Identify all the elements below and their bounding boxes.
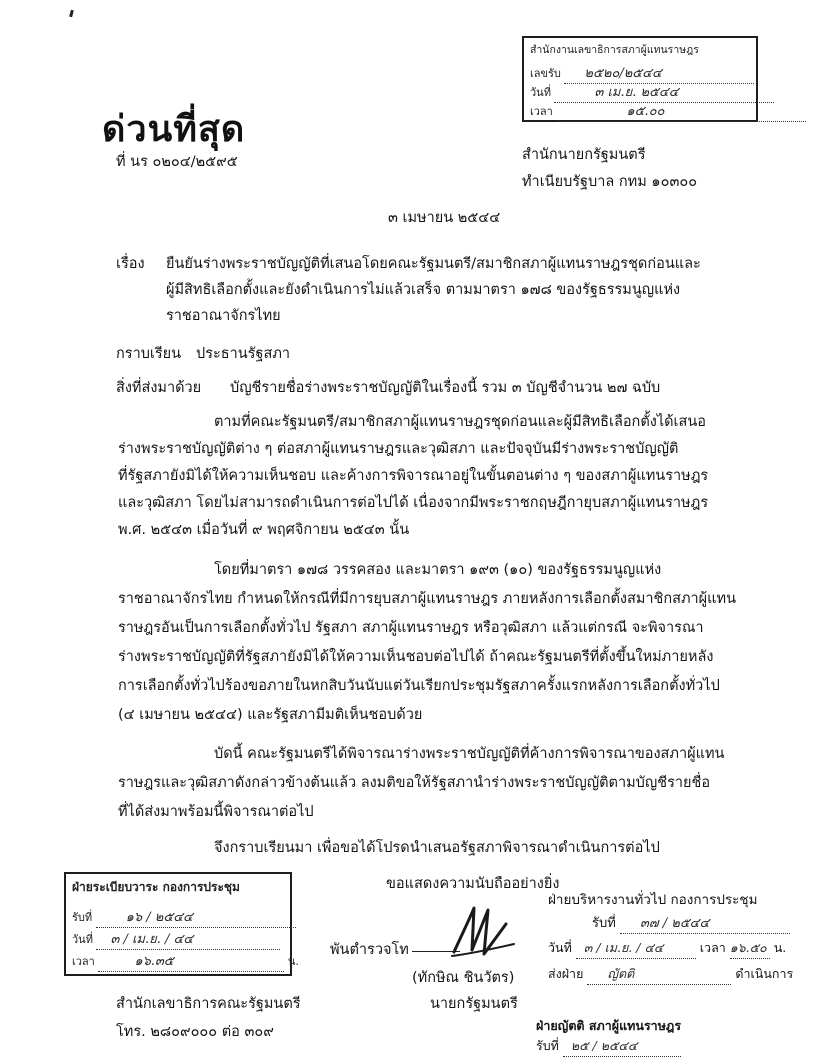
admin-date-value: ๓ / เม.ย. / ๔๔ (576, 938, 696, 959)
body-p2-line-1: โดยที่มาตรา ๑๗๘ วรรคสอง และมาตรา ๑๙๓ (๑๐) ของรัฐธรรมนูญแห่ง (214, 562, 662, 578)
body-p2-line-3: ราษฎรอันเป็นการเลือกตั้งทั่วไป รัฐสภา สภาผู้แทนราษฎร หรือวุฒิสภา แล้วแต่กรณี จะพิจารณา (118, 620, 704, 636)
sender-office: สำนักนายกรัฐมนตรี (522, 147, 646, 163)
admin-date-row (548, 938, 786, 959)
agenda-time-label: เวลา (72, 955, 95, 968)
body-p3-line-3: ที่ได้ส่งมาพร้อมนี้พิจารณาต่อไป (118, 804, 314, 820)
sender-address: ทำเนียบรัฐบาล กทม ๑๐๓๐๐ (522, 174, 698, 190)
body-p2-line-4: ร่างพระราชบัญญัติที่รัฐสภายังมิได้ให้ความเห็นชอบต่อไปได้ ถ้าคณะรัฐมนตรีที่ตั้งขึ้นใหม่ภายหลัง (118, 649, 714, 665)
agenda-time-suffix: น. (287, 955, 299, 968)
receipt-stamp-header: สำนักงานเลขาธิการสภาผู้แทนราษฎร (530, 44, 699, 56)
agenda-recv-value: ๑๖ / ๒๕๔๔ (96, 906, 296, 928)
receipt-number-label: เลขรับ (530, 67, 561, 80)
admin-stamp (548, 888, 810, 988)
agenda-recv-label: รับที่ (72, 911, 93, 924)
admin-assign-row (548, 964, 793, 985)
urgency-heading: ด่วนที่สุด (102, 108, 246, 150)
agenda-date-label: วันที่ (72, 933, 93, 946)
admin-assign-suffix: ดำเนินการ (735, 966, 794, 981)
reference-number: ที่ นร ๐๒๐๔/๒๕๙๕ (116, 154, 238, 170)
admin-assign-label: ส่งฝ่าย (548, 966, 584, 981)
closing-text: ขอแสดงความนับถืออย่างยิ่ง (386, 876, 560, 892)
signatory-position: นายกรัฐมนตรี (430, 996, 518, 1012)
receipt-number-value: ๒๕๒๐/๒๕๔๔ (564, 62, 754, 84)
footer-phone: โทร. ๒๘๐๙๐๐๐ ต่อ ๓๐๙ (116, 1024, 274, 1040)
agenda-stamp-title: ฝ่ายระเบียบวาระ กองการประชุม (72, 880, 240, 894)
scan-speck (69, 10, 74, 18)
signatory-name: (ทักษิณ ชินวัตร) (412, 970, 515, 986)
body-p2-line-6: (๔ เมษายน ๒๕๔๔) และรัฐสภามีมติเห็นชอบด้วย (118, 707, 423, 723)
admin-recv-label: รับที่ (592, 916, 616, 931)
motion-recv-value: ๒๕ / ๒๕๔๔ (563, 1036, 681, 1057)
receipt-time-row (530, 100, 806, 122)
subject-line-3: ราชอาณาจักรไทย (166, 308, 281, 324)
receipt-time-label: เวลา (530, 105, 553, 118)
admin-date-label: วันที่ (548, 940, 572, 955)
body-p3-line-2: ราษฎรและวุฒิสภาดังกล่าวข้างต้นแล้ว ลงมติขอให้รัฐสภานำร่างพระราชบัญญัติตามบัญชีรายชื่อ (118, 775, 711, 791)
body-p2-line-2: ราชอาณาจักรไทย กำหนดให้กรณีที่มีการยุบสภาผู้แทนราษฎร ภายหลังการเลือกตั้งสมาชิกสภาผู้แทน (118, 591, 736, 607)
signatory-rank: พันตำรวจโท (330, 942, 409, 958)
body-p1-line-3: ที่รัฐสภายังมิได้ให้ความเห็นชอบ และค้างการพิจารณาอยู่ในขั้นตอนต่าง ๆ ของสภาผู้แทนราษฎร (118, 468, 709, 484)
body-p3-line-1: บัดนี้ คณะรัฐมนตรีได้พิจารณาร่างพระราชบัญญัติที่ค้างการพิจารณาของสภาผู้แทน (214, 746, 725, 762)
subject-line-1: ยืนยันร่างพระราชบัญญัติที่เสนอโดยคณะรัฐมนตรี/สมาชิกสภาผู้แทนราษฎรชุดก่อนและ (166, 256, 701, 272)
enclosure-label: สิ่งที่ส่งมาด้วย (116, 380, 202, 396)
salutation-value: ประธานรัฐสภา (196, 346, 291, 362)
receipt-stamp (522, 36, 758, 122)
body-p1-line-5: พ.ศ. ๒๕๔๓ เมื่อวันที่ ๙ พฤศจิกายน ๒๕๔๓ นั้น (118, 522, 410, 538)
admin-time-suffix: น. (773, 940, 787, 955)
agenda-date-value: ๓ / เม.ย. / ๔๔ (96, 928, 280, 950)
motion-stamp (536, 1016, 806, 1056)
footer-office: สำนักเลขาธิการคณะรัฐมนตรี (116, 996, 301, 1012)
admin-time-value: ๑๖.๕๐ (730, 938, 770, 959)
subject-label: เรื่อง (116, 256, 145, 272)
admin-recv-value: ๓๗ / ๒๕๔๔ (620, 912, 790, 934)
body-p1-line-2: ร่างพระราชบัญญัติต่าง ๆ ต่อสภาผู้แทนราษฎรและวุฒิสภา และปัจจุบันมีร่างพระราชบัญญัติ (118, 441, 679, 457)
motion-recv-label: รับที่ (536, 1038, 559, 1053)
letter-date: ๓ เมษายน ๒๕๔๔ (388, 210, 501, 226)
agenda-recv-row (72, 906, 296, 928)
receipt-time-value: ๑๕.๐๐ (556, 100, 806, 122)
salutation-label: กราบเรียน (116, 346, 182, 362)
agenda-time-value: ๑๖.๓๕ (98, 950, 284, 972)
body-p1-line-1: ตามที่คณะรัฐมนตรี/สมาชิกสภาผู้แทนราษฎรชุดก่อนและผู้มีสิทธิเลือกตั้งได้เสนอ (214, 414, 706, 430)
body-p2-line-5: การเลือกตั้งทั่วไปร้องขอภายในหกสิบวันนับแต่วันเรียกประชุมรัฐสภาครั้งแรกหลังการเลือกตั้งทั่วไป (118, 678, 720, 694)
admin-time-label: เวลา (699, 940, 726, 955)
receipt-date-label: วันที่ (530, 86, 551, 99)
motion-stamp-title: ฝ่ายญัตติ สภาผู้แทนราษฎร (536, 1018, 682, 1033)
body-p1-line-4: และวุฒิสภา โดยไม่สามารถดำเนินการต่อไปได้ เนื่องจากมีพระราชกฤษฎีกายุบสภาผู้แทนราษฎร (118, 495, 709, 511)
admin-stamp-title: ฝ่ายบริหารงานทั่วไป กองการประชุม (548, 892, 758, 908)
motion-recv-row (536, 1036, 681, 1057)
receipt-date-value: ๓ เม.ย. ๒๕๔๔ (554, 81, 774, 103)
enclosure-value: บัญชีรายชื่อร่างพระราชบัญญัติในเรื่องนี้ รวม ๓ บัญชีจำนวน ๒๗ ฉบับ (230, 380, 661, 396)
admin-assign-value: ญัตติ (587, 964, 731, 985)
agenda-time-row (72, 950, 299, 972)
subject-line-2: ผู้มีสิทธิเลือกตั้งและยังดำเนินการไม่แล้วเสร็จ ตามมาตรา ๑๗๘ ของรัฐธรรมนูญแห่ง (166, 282, 681, 298)
body-p4: จึงกราบเรียนมา เพื่อขอได้โปรดนำเสนอรัฐสภาพิจารณาดำเนินการต่อไป (214, 840, 660, 856)
signature-mark (448, 900, 518, 964)
agenda-stamp (64, 872, 299, 976)
agenda-date-row (72, 928, 280, 950)
admin-recv-row (592, 912, 790, 934)
